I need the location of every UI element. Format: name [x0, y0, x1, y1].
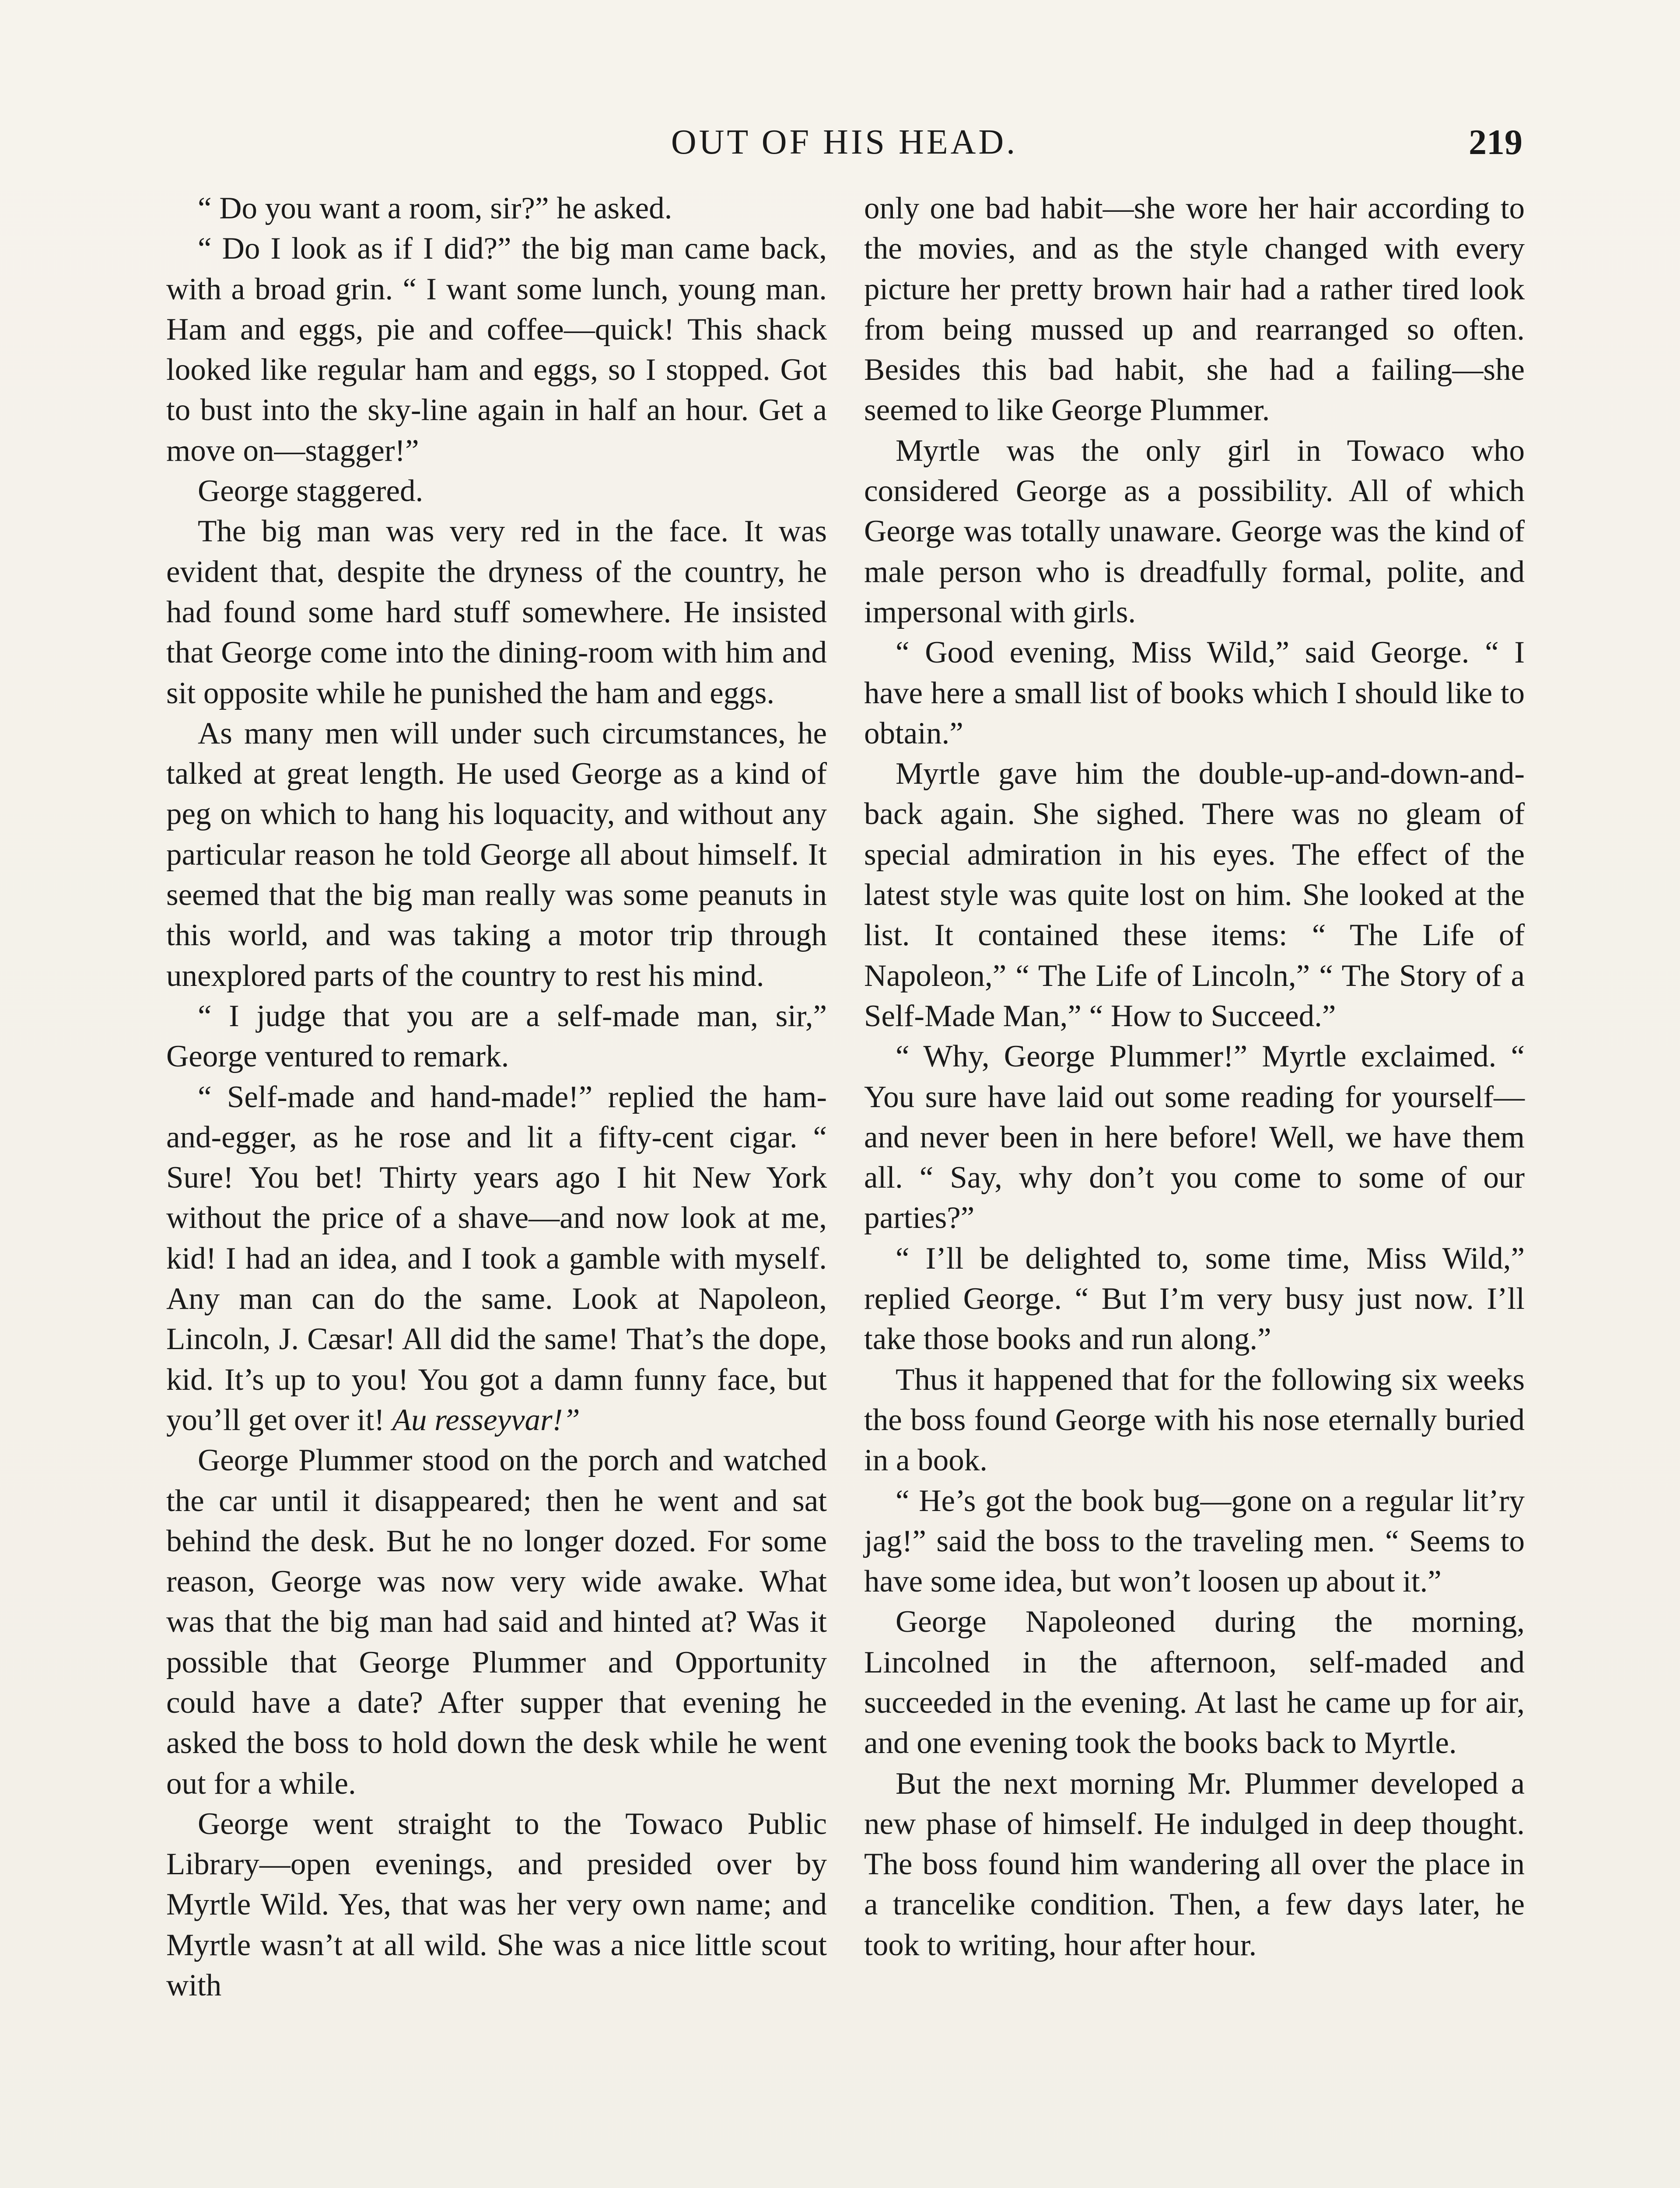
paragraph-text: But the next morning Mr. Plummer developed a new phase of himself. He indulged in deep thought. The boss found him wandering all over the place in a trancelike condition. Then, a few days later, he took to writing, hour after hour.: [864, 1766, 1525, 1962]
paragraph: [166, 511, 827, 713]
page-header: [166, 118, 1522, 166]
paragraph: [166, 228, 827, 471]
paragraph: [864, 188, 1525, 431]
paragraph-text: “ I judge that you are a self-made man, sir,” George ventured to remark.: [166, 999, 827, 1074]
paragraph: [864, 1036, 1525, 1238]
paragraph-text: “ Do I look as if I did?” the big man came back, with a broad grin. “ I want some lunch, young man. Ham and eggs, pie and coffee—quick! This shack looked like regular ham and eggs, so I stopped. Got to bust into the sky-line again in half an hour. Get a move on—stagger!”: [166, 231, 827, 468]
paragraph-text: Myrtle was the only girl in Towaco who considered George as a possibility. All of which George was totally unaware. George was the kind of male person who is dreadfully formal, polite, and impersonal with girls.: [864, 433, 1525, 629]
paragraph: [864, 431, 1525, 632]
paragraph-text: “ Self-made and hand-made!” replied the ham-and-egger, as he rose and lit a fifty-cent cigar. “ Sure! You bet! Thirty years ago I hit New York without the price of a shave—and now look at me, kid! I had an idea, and I took a gamble with myself. Any man can do the same. Look at Napoleon, Lincoln, J. Cæsar! All did the same! That’s the dope, kid. It’s up to you! You got a damn funny face, but you’ll get over it!: [166, 1080, 827, 1437]
paragraph-text: “ Do you want a room, sir?” he asked.: [198, 191, 672, 225]
paragraph-text: George staggered.: [198, 474, 424, 508]
paragraph-text: George Plummer stood on the porch and watched the car until it disappeared; then he went and sat behind the desk. But he no longer dozed. For some reason, George was now very wide awake. What was that the big man had said and hinted at? Was it possible that George Plummer and Opportunity could have a date? After supper that evening he asked the boss to hold down the desk while he went out for a while.: [166, 1443, 827, 1801]
paragraph-text: only one bad habit—she wore her hair according to the movies, and as the style changed with every picture her pretty brown hair had a rather tired look from being mussed up and rearranged so often. Besides this bad habit, she had a failing—she seemed to like George Plummer.: [864, 191, 1525, 428]
paragraph: [864, 632, 1525, 754]
paragraph-text: “ He’s got the book bug—gone on a regular lit’ry jag!” said the boss to the traveling men. “ Seems to have some idea, but won’t loosen up about it.”: [864, 1483, 1525, 1599]
italic-phrase: Au resseyvar!”: [392, 1403, 580, 1437]
paragraph: [166, 1077, 827, 1441]
paragraph-text: “ I’ll be delighted to, some time, Miss Wild,” replied George. “ But I’m very busy just now. I’ll take those books and run along.”: [864, 1241, 1525, 1357]
paragraph-text: George Napoleoned during the morning, Lincolned in the afternoon, self-maded and succeeded in the evening. At last he came up for air, and one evening took the books back to Myrtle.: [864, 1605, 1525, 1760]
paragraph-text: Myrtle gave him the double-up-and-down-and-back again. She sighed. There was no gleam of special admiration in his eyes. The effect of the latest style was quite lost on him. She looked at the list. It contained these items: “ The Life of Napoleon,” “ The Life of Lincoln,” “ The Story of a Self-Made Man,” “ How to Succeed.”: [864, 757, 1525, 1033]
page-number: 219: [1469, 122, 1522, 162]
paragraph: [864, 1602, 1525, 1763]
paragraph: [166, 471, 827, 511]
paragraph: [864, 1360, 1525, 1481]
paragraph: [166, 1804, 827, 2006]
paragraph-text: George went straight to the Towaco Public Library—open evenings, and presided over by Myrtle Wild. Yes, that was her very own name; and Myrtle wasn’t at all wild. She was a nice little scout with: [166, 1806, 827, 2003]
right-text-column: [864, 188, 1525, 1965]
paragraph-text: “ Good evening, Miss Wild,” said George. “ I have here a small list of books which I should like to obtain.”: [864, 635, 1525, 750]
paragraph-text: The big man was very red in the face. It was evident that, despite the dryness of the country, he had found some hard stuff somewhere. He insisted that George come into the dining-room with him and sit opposite while he punished the ham and eggs.: [166, 514, 827, 710]
paragraph-text: “ Why, George Plummer!” Myrtle exclaimed. “ You sure have laid out some reading for yourself—and never been in here before! Well, we have them all. “ Say, why don’t you come to some of our parties?”: [864, 1039, 1525, 1235]
paragraph: [166, 188, 827, 228]
paragraph: [864, 1481, 1525, 1602]
paragraph-text: Thus it happened that for the following six weeks the boss found George with his nose eternally buried in a book.: [864, 1362, 1525, 1478]
paragraph-text: As many men will under such circumstances, he talked at great length. He used George as a kind of peg on which to hang his loquacity, and without any particular reason he told George all about himself. It seemed that the big man really was some peanuts in this world, and was taking a motor trip through unexplored parts of the country to rest his mind.: [166, 716, 827, 993]
paragraph: [864, 1764, 1525, 1965]
paragraph: [166, 713, 827, 996]
paragraph: [864, 1238, 1525, 1360]
paragraph: [166, 1440, 827, 1804]
running-head: OUT OF HIS HEAD.: [671, 123, 1018, 161]
paragraph: [166, 996, 827, 1077]
paragraph: [864, 754, 1525, 1036]
left-text-column: [166, 188, 827, 2006]
